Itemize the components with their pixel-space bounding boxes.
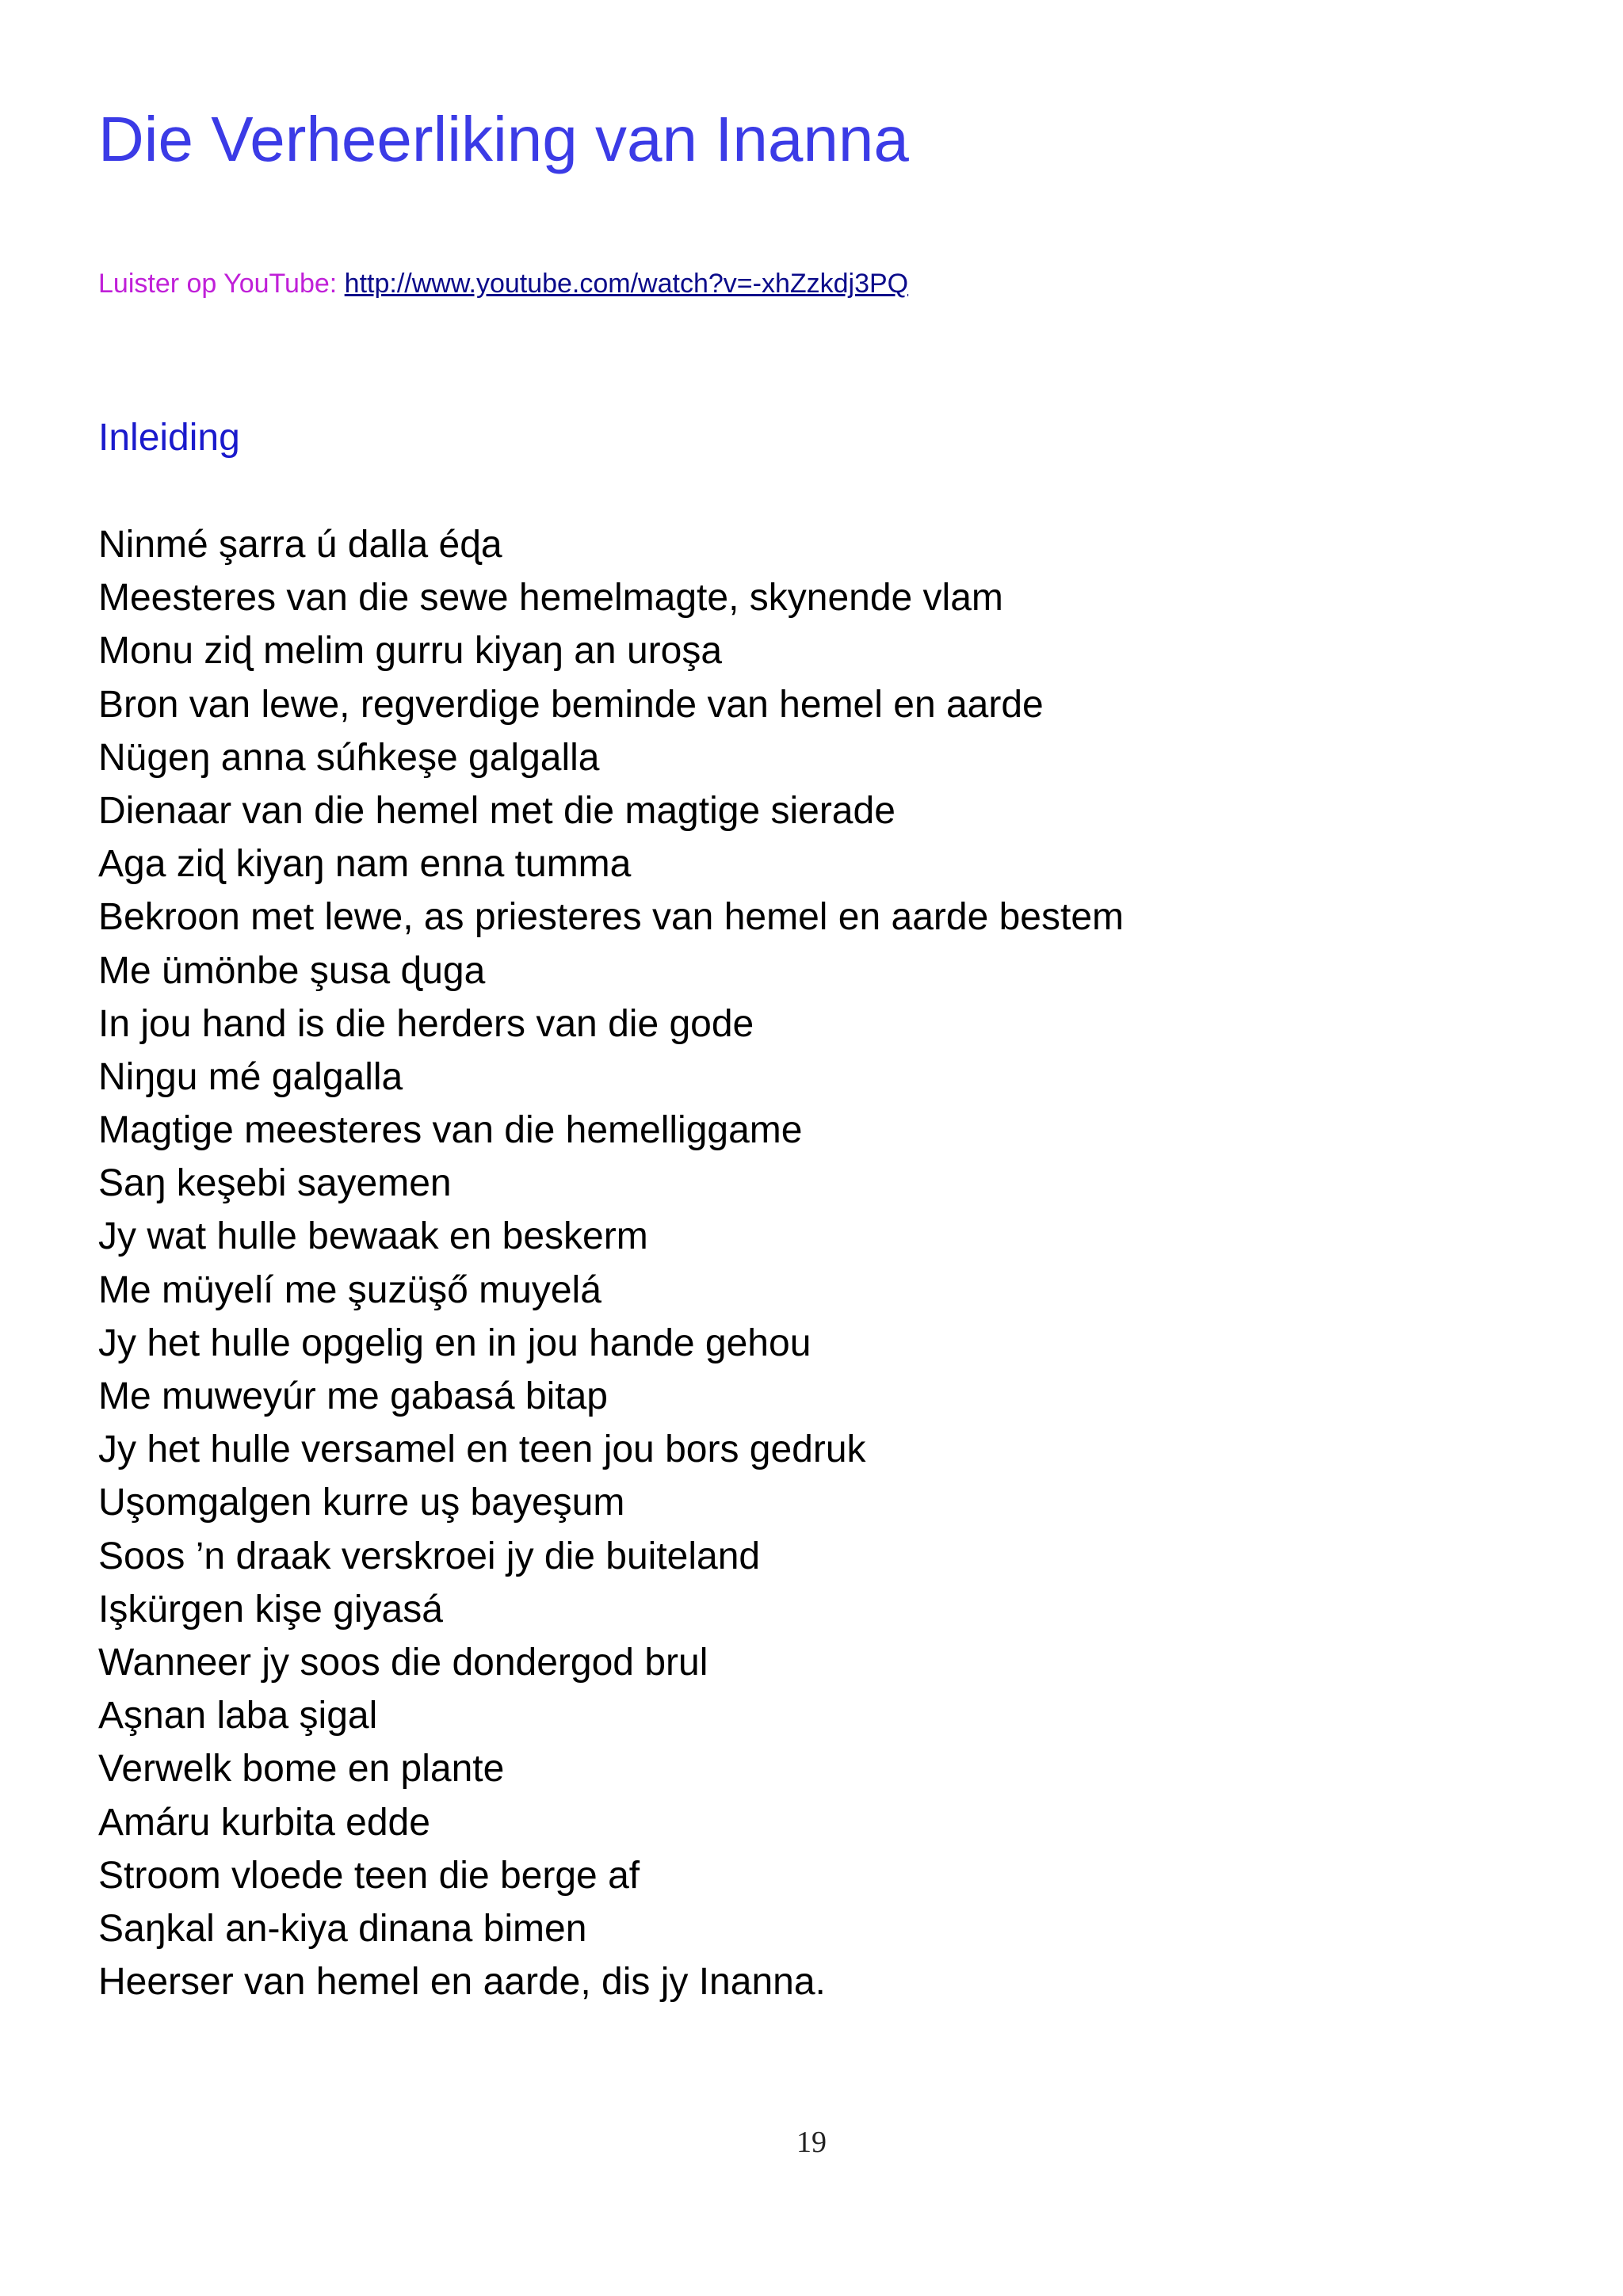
verse-original: Saŋ keşebi sayemen	[98, 1162, 452, 1205]
verse-original: Amáru kurbita edde	[98, 1801, 430, 1844]
verse-original: Saŋkal an-kiya dinana bimen	[98, 1907, 587, 1950]
youtube-line	[98, 268, 908, 300]
verse-translation: Jy het hulle versamel en teen jou bors gedruk	[98, 1428, 866, 1471]
verse-list	[98, 518, 1525, 2008]
verse-translation: Heerser van hemel en aarde, dis jy Inanna.	[98, 1961, 826, 2004]
verse-translation: Magtige meesteres van die hemelliggame	[98, 1109, 803, 1152]
verse-translation: Soos ’n draak verskroei jy die buiteland	[98, 1535, 761, 1577]
youtube-label: Luister op YouTube:	[98, 269, 345, 299]
verse-original: Işkürgen kişe giyasá	[98, 1588, 443, 1630]
youtube-link[interactable]: http://www.youtube.com/watch?v=-xhZzkdj3PQ	[344, 269, 909, 299]
verse-original: Aşnan laba şigal	[98, 1695, 378, 1737]
verse-translation: Dienaar van die hemel met die magtige sierade	[98, 789, 896, 832]
verse-original: Monu ziɖ melim gurru kiyaŋ an uroşa	[98, 630, 723, 673]
verse-original: Niŋgu mé galgalla	[98, 1055, 403, 1098]
verse-translation: Bron van lewe, regverdige beminde van hemel en aarde	[98, 683, 1044, 726]
page-title: Die Verheerliking van Inanna	[98, 104, 909, 174]
verse-original: Ninmé şarra ú dalla éɖa	[98, 524, 502, 566]
verse-translation: Stroom vloede teen die berge af	[98, 1854, 640, 1897]
verse-original: Aga ziɖ kiyaŋ nam enna tumma	[98, 843, 632, 886]
verse-translation: Jy wat hulle bewaak en beskerm	[98, 1215, 648, 1258]
verse-original: Me müyelí me şuzüşő muyelá	[98, 1268, 601, 1311]
page-number: 19	[796, 2126, 827, 2159]
verse-translation: In jou hand is die herders van die gode	[98, 1002, 754, 1045]
verse-translation: Meesteres van die sewe hemelmagte, skynende vlam	[98, 577, 1003, 620]
verse-translation: Jy het hulle opgelig en in jou hande gehou	[98, 1322, 812, 1364]
verse-original: Me ümönbe şusa ɖuga	[98, 949, 486, 992]
verse-original: Uşomgalgen kurre uş bayeşum	[98, 1482, 625, 1524]
verse-translation: Verwelk bome en plante	[98, 1748, 505, 1791]
verse-translation: Bekroon met lewe, as priesteres van hemel en aarde bestem	[98, 896, 1125, 939]
verse-original: Nügeŋ anna súɦkeşe galgalla	[98, 736, 600, 779]
section-heading: Inleiding	[98, 417, 240, 459]
verse-translation: Wanneer jy soos die dondergod brul	[98, 1641, 708, 1684]
verse-original: Me muweyúr me gabasá bitap	[98, 1375, 608, 1417]
